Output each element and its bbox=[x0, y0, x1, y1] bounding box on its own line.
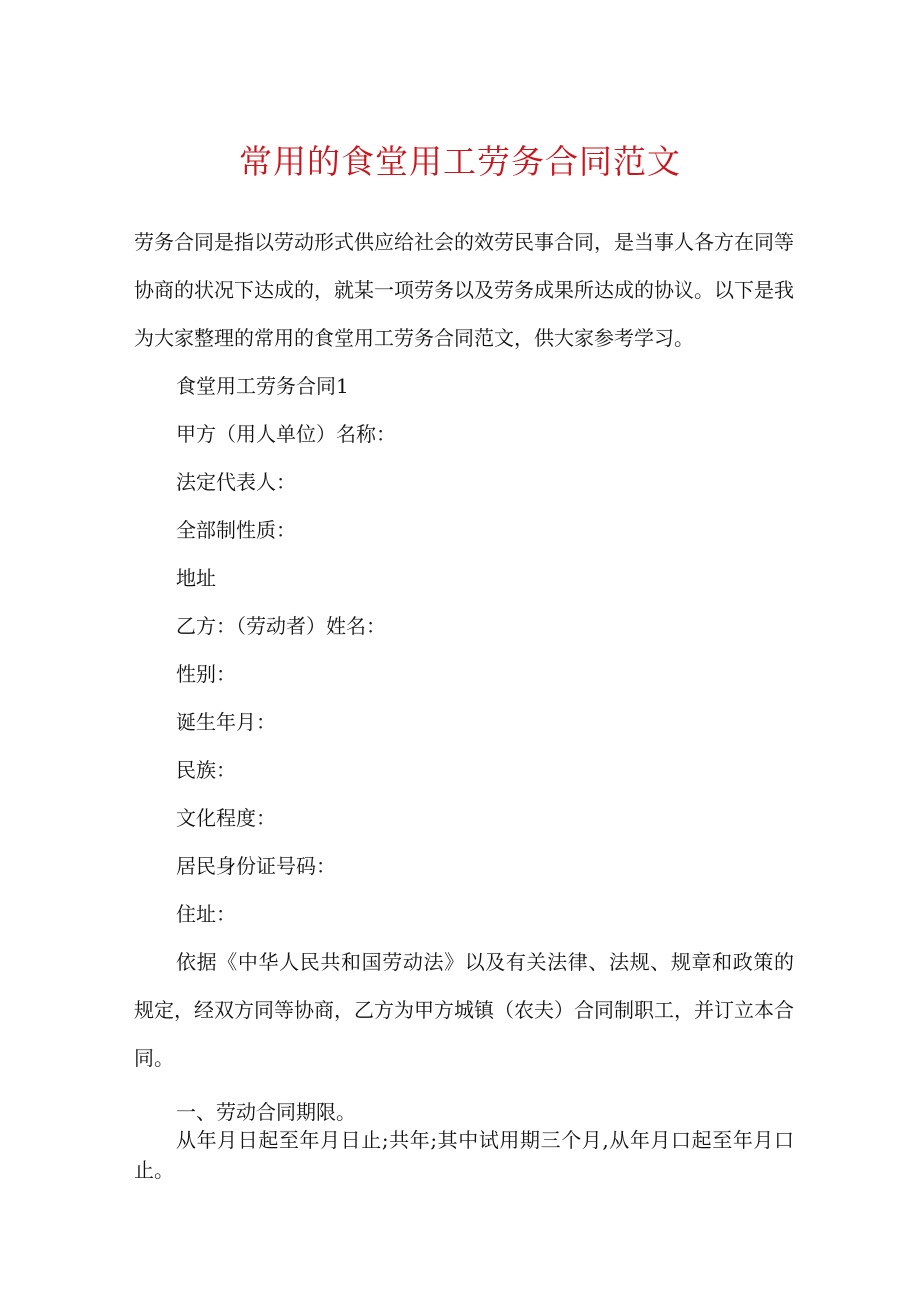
section-1-text: 从年月日起至年月日止;共年;其中试用期三个月,从年月口起至年月口止。 bbox=[134, 1128, 794, 1182]
document-title: 常用的食堂用工劳务合同范文 bbox=[239, 142, 681, 181]
field-legal-representative: 法定代表人： bbox=[176, 470, 296, 494]
field-id-number: 居民身份证号码： bbox=[176, 854, 336, 878]
field-education: 文化程度： bbox=[176, 806, 276, 830]
legal-basis-paragraph: 依据《中华人民共和国劳动法》以及有关法律、法规、规章和政策的规定，经双方同等协商，乙方为甲方城镇（农夫）合同制职工，并订立本合同。 bbox=[134, 950, 794, 1070]
field-address: 地址 bbox=[176, 566, 216, 590]
field-birth-date: 诞生年月： bbox=[176, 710, 276, 734]
field-gender: 性别： bbox=[176, 662, 236, 686]
contract-heading: 食堂用工劳务合同1 bbox=[176, 374, 349, 398]
field-party-b-name: 乙方：（劳动者）姓名： bbox=[176, 614, 386, 638]
field-ethnicity: 民族： bbox=[176, 758, 236, 782]
section-1-heading: 一、劳动合同期限。 bbox=[176, 1100, 356, 1124]
field-residence: 住址： bbox=[176, 902, 236, 926]
field-ownership-type: 全部制性质： bbox=[176, 518, 296, 542]
field-party-a-name: 甲方（用人单位）名称： bbox=[176, 422, 396, 446]
intro-paragraph: 劳务合同是指以劳动形式供应给社会的效劳民事合同，是当事人各方在同等协商的状况下达成的，就某一项劳务以及劳务成果所达成的协议。以下是我为大家整理的常用的食堂用工劳务合同范文，供大家参考学习。 bbox=[134, 230, 794, 350]
